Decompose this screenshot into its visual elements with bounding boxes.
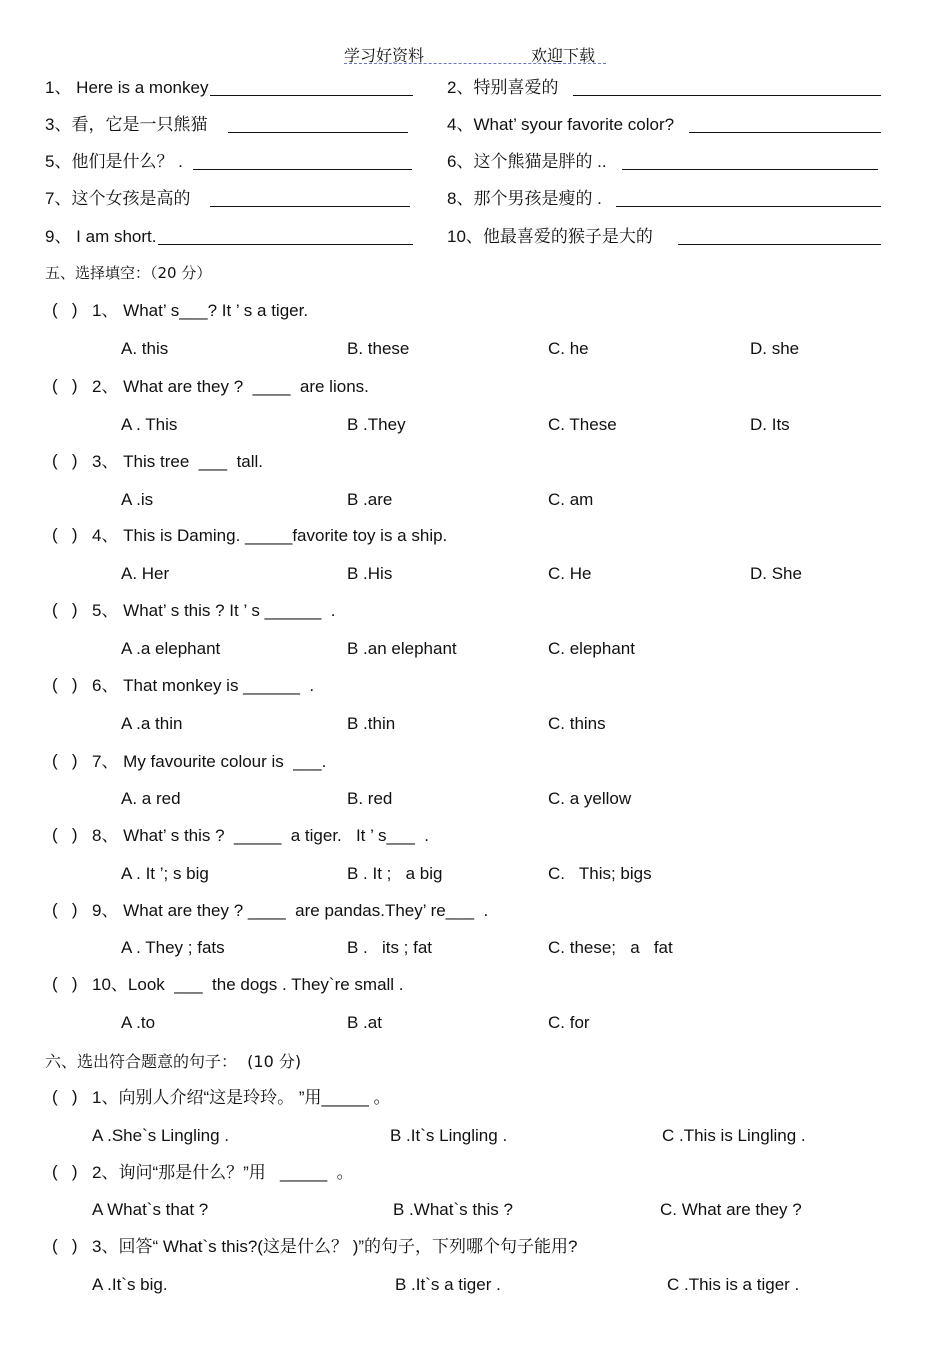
answer-paren[interactable]: ( ) — [52, 600, 78, 619]
translate-item: 1、 Here is a monkey — [45, 78, 209, 97]
translate-item: 7、这个女孩是高的 — [45, 189, 191, 208]
question-text: 4、 This is Daming. _____favorite toy is a ship. — [92, 526, 448, 545]
option[interactable]: D. Its — [750, 415, 790, 434]
option[interactable]: C. for — [548, 1013, 590, 1032]
option[interactable]: C. What are they ? — [660, 1200, 802, 1219]
answer-blank[interactable] — [210, 206, 410, 207]
answer-blank[interactable] — [228, 132, 408, 133]
question-text: 10、Look ___ the dogs . They`re small . — [92, 975, 404, 994]
option[interactable]: B .His — [347, 564, 393, 583]
option[interactable]: A. a red — [121, 789, 181, 808]
answer-blank[interactable] — [689, 132, 881, 133]
answer-blank[interactable] — [158, 244, 413, 245]
question-text: 8、 What’ s this ? _____ a tiger. It ’ s___ . — [92, 826, 430, 845]
answer-blank[interactable] — [678, 244, 881, 245]
option[interactable]: B .at — [347, 1013, 382, 1032]
option[interactable]: B .It`s a tiger . — [395, 1275, 501, 1294]
option[interactable]: A .to — [121, 1013, 156, 1032]
question-text: 7、 My favourite colour is ___. — [92, 752, 327, 771]
option[interactable]: A . It ’; s big — [121, 864, 209, 883]
answer-paren[interactable]: ( ) — [52, 300, 78, 319]
option[interactable]: A . This — [121, 415, 178, 434]
question-text: 1、 What’ s___? It ’ s a tiger. — [92, 301, 309, 320]
translate-item: 2、特别喜爱的 — [447, 78, 559, 97]
translate-item: 9、 I am short. — [45, 227, 157, 246]
question-text: 1、向别人介绍“这是玲玲。 ”用_____ 。 — [92, 1088, 391, 1107]
answer-paren[interactable]: ( ) — [52, 825, 78, 844]
answer-paren[interactable]: ( ) — [52, 675, 78, 694]
header-left: 学习好资料 — [344, 46, 425, 65]
option[interactable]: C. elephant — [548, 639, 635, 658]
translate-item: 5、他们是什么？ . — [45, 152, 183, 171]
translate-item: 4、What’ syour favorite color? — [447, 115, 675, 134]
option[interactable]: B .thin — [347, 714, 396, 733]
translate-item: 6、这个熊猫是胖的 .. — [447, 152, 607, 171]
option[interactable]: C. am — [548, 490, 594, 509]
option[interactable]: A .a elephant — [121, 639, 221, 658]
answer-blank[interactable] — [573, 95, 881, 96]
question-text: 3、回答“ What`s this?(这是什么？ )”的句子，下列哪个句子能用? — [92, 1237, 578, 1256]
option[interactable]: B .They — [347, 415, 406, 434]
answer-blank[interactable] — [616, 206, 881, 207]
question-text: 6、 That monkey is ______ . — [92, 676, 315, 695]
translate-item: 10、他最喜爱的猴子是大的 — [447, 227, 653, 246]
option[interactable]: A .is — [121, 490, 154, 509]
header-divider — [344, 63, 606, 64]
answer-paren[interactable]: ( ) — [52, 525, 78, 544]
answer-paren[interactable]: ( ) — [52, 974, 78, 993]
option[interactable]: B .an elephant — [347, 639, 457, 658]
option[interactable]: C. these; a fat — [548, 938, 673, 957]
translate-item: 3、看，它是一只熊猫 — [45, 115, 208, 134]
option[interactable]: B . It ; a big — [347, 864, 443, 883]
question-text: 5、 What’ s this ? It ’ s ______ . — [92, 601, 336, 620]
option[interactable]: B .It`s Lingling . — [390, 1126, 508, 1145]
option[interactable]: C .This is Lingling . — [662, 1126, 806, 1145]
option[interactable]: B . its ; fat — [347, 938, 433, 957]
question-text: 3、 This tree ___ tall. — [92, 452, 264, 471]
answer-paren[interactable]: ( ) — [52, 1087, 78, 1106]
option[interactable]: D. she — [750, 339, 800, 358]
option[interactable]: C. These — [548, 415, 617, 434]
answer-blank[interactable] — [210, 95, 413, 96]
answer-paren[interactable]: ( ) — [52, 751, 78, 770]
answer-blank[interactable] — [622, 169, 878, 170]
option[interactable]: A. this — [121, 339, 169, 358]
option[interactable]: C. he — [548, 339, 589, 358]
answer-paren[interactable]: ( ) — [52, 376, 78, 395]
option[interactable]: C. He — [548, 564, 592, 583]
option[interactable]: B .are — [347, 490, 393, 509]
option[interactable]: B .What`s this ? — [393, 1200, 513, 1219]
answer-paren[interactable]: ( ) — [52, 1236, 78, 1255]
option[interactable]: A .It`s big. — [92, 1275, 168, 1294]
option[interactable]: C. This; bigs — [548, 864, 652, 883]
option[interactable]: A What`s that ? — [92, 1200, 209, 1219]
header-right: 欢迎下载 — [531, 46, 596, 65]
question-text: 2、询问“那是什么？”用 _____ 。 — [92, 1163, 354, 1182]
answer-paren[interactable]: ( ) — [52, 451, 78, 470]
answer-paren[interactable]: ( ) — [52, 1162, 78, 1181]
translate-item: 8、那个男孩是瘦的 . — [447, 189, 602, 208]
question-text: 2、 What are they ? ____ are lions. — [92, 377, 369, 396]
option[interactable]: B. red — [347, 789, 393, 808]
question-text: 9、 What are they ? ____ are pandas.They’ re___ . — [92, 901, 489, 920]
option[interactable]: C. thins — [548, 714, 606, 733]
option[interactable]: A. Her — [121, 564, 170, 583]
option[interactable]: A .She`s Lingling . — [92, 1126, 230, 1145]
option[interactable]: D. She — [750, 564, 802, 583]
option[interactable]: A .a thin — [121, 714, 183, 733]
answer-paren[interactable]: ( ) — [52, 900, 78, 919]
section-title: 五、选择填空：（20 分） — [45, 264, 212, 282]
section-title: 六、选出符合题意的句子： (10 分) — [45, 1052, 302, 1071]
option[interactable]: C .This is a tiger . — [667, 1275, 800, 1294]
answer-blank[interactable] — [193, 169, 412, 170]
option[interactable]: B. these — [347, 339, 410, 358]
option[interactable]: C. a yellow — [548, 789, 632, 808]
option[interactable]: A . They ; fats — [121, 938, 225, 957]
